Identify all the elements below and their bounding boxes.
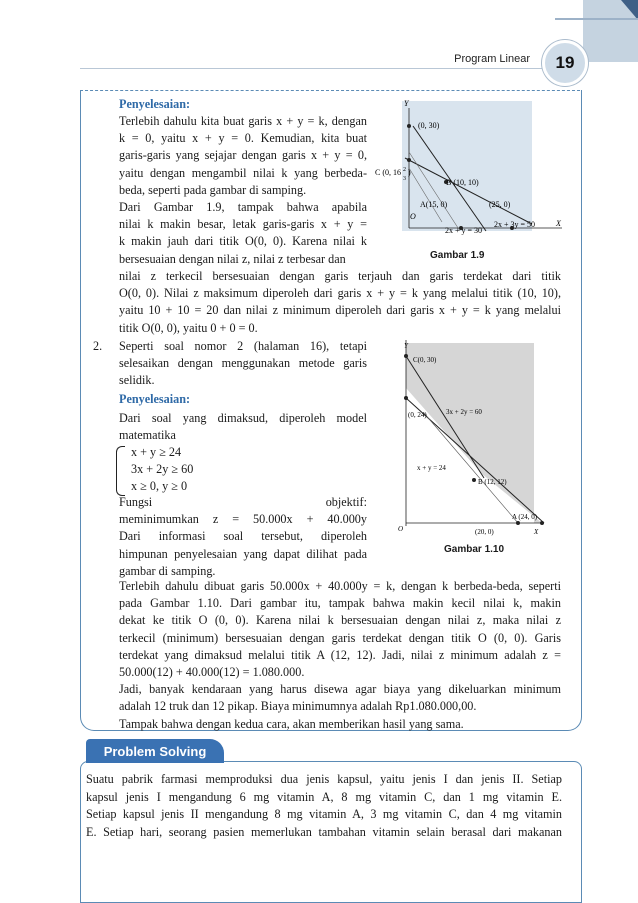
text-line: k makin jauh dari titik O(0, 0). Karena nilai k bbox=[119, 234, 367, 249]
label-B-1-10: B (12, 12) bbox=[478, 478, 507, 486]
text-line: nilai z terkecil bersesuaian dengan garis terjauh dan garis terdekat dari titik bbox=[119, 269, 561, 283]
text-line: gambar di samping. bbox=[119, 563, 216, 578]
text-line: Terlebih dahulu dibuat garis 50.000x + 40.000y = k, dengan k berbeda-beda, seperti bbox=[119, 579, 561, 593]
chapter-title: Program Linear bbox=[454, 53, 530, 65]
label-A-1-10: A (24, 0) bbox=[512, 513, 538, 521]
text-line: Dari informasi soal tersebut, diperoleh bbox=[119, 529, 367, 544]
label-line-2x-y-30: 2x + y = 30 bbox=[445, 226, 483, 235]
solution-heading-1: Penyelesaian: bbox=[119, 97, 191, 111]
inequality: x ≥ 0, y ≥ 0 bbox=[131, 479, 188, 493]
page-number: 19 bbox=[542, 40, 588, 86]
point-B-1-10 bbox=[472, 478, 476, 482]
text-line: nilai k makin besar, letak garis-garis x + y = bbox=[119, 217, 367, 232]
text-line: yaitu dengan mengambil nilai k yang berbeda- bbox=[119, 165, 367, 180]
point-0-24 bbox=[404, 396, 408, 400]
text-line: 50.000(12) + 40.000(12) = 1.080.000. bbox=[119, 665, 305, 679]
text-line: Jadi, banyak kendaraan yang harus disewa agar biaya yang dikeluarkan minimum bbox=[119, 682, 561, 697]
axis-y-label: Y bbox=[404, 99, 409, 108]
text-line: k = 0, yaitu x + y = 0. Kemudian, kita buat bbox=[119, 131, 367, 146]
text-line: Terlebih dahulu kita buat garis x + y = k, dengan bbox=[119, 114, 367, 128]
text-line: matematika bbox=[119, 428, 176, 443]
point-C-1-10 bbox=[404, 354, 408, 358]
text-line: himpunan penyelesaian yang dapat dilihat pada bbox=[119, 546, 367, 561]
inequality: 3x + 2y ≥ 60 bbox=[131, 462, 194, 476]
feasible-region bbox=[406, 343, 542, 523]
label-C-frac-den: 3 bbox=[403, 176, 406, 182]
point-C bbox=[407, 158, 411, 162]
text-line: selesaikan dengan menggunakan metode garis bbox=[119, 356, 367, 371]
figure-1-9-caption: Gambar 1.9 bbox=[430, 250, 485, 261]
label-C-close: ) bbox=[408, 168, 411, 177]
text-line: Fungsi objektif: bbox=[119, 495, 367, 509]
origin-label-1-10: O bbox=[398, 525, 404, 533]
point-0-30 bbox=[407, 124, 411, 128]
text-line: adalah 12 truk dan 12 pikap. Biaya minimumnya adalah Rp1.080.000,00. bbox=[119, 699, 477, 714]
figure-1-10 bbox=[394, 338, 580, 538]
label-C-1-10: C(0, 30) bbox=[413, 356, 437, 364]
point-20-0 bbox=[516, 521, 520, 525]
label-C: C (0, 16 bbox=[375, 168, 401, 177]
label-0-30: (0, 30) bbox=[418, 121, 440, 130]
text-line: E. Setiap hari, seorang pasien memerlukan tambahan vitamin selain berasal dari makanan bbox=[86, 824, 562, 839]
axis-x-label: X bbox=[556, 219, 561, 228]
label-B: B (10, 10) bbox=[446, 178, 479, 187]
text-line: Dari soal yang dimaksud, diperoleh model bbox=[119, 411, 367, 425]
content-frame-top bbox=[80, 90, 580, 91]
label-C-frac-num: 2 bbox=[403, 167, 406, 173]
label-0-24: (0, 24) bbox=[408, 411, 427, 419]
header-rule bbox=[80, 68, 580, 69]
text-line: kapsul jenis I mengandung 6 mg vitamin A, 8 mg vitamin C, dan 1 mg vitamin E. bbox=[86, 789, 562, 804]
text-line: terdekat yang dimaksud melalui titik A (12, 12). Jadi, nilai z minimum adalah z = bbox=[119, 647, 561, 662]
text-line: Tampak bahwa dengan kedua cara, akan memberikan hasil yang sama. bbox=[119, 716, 464, 731]
label-A: A(15, 0) bbox=[420, 200, 448, 209]
origin-label: O bbox=[410, 212, 416, 221]
label-20-0: (20, 0) bbox=[475, 528, 494, 536]
text-line: garis-garis yang sejajar dengan garis x + y = 0, bbox=[119, 148, 367, 163]
text-line: terkecil (minimum) bersesuaian dengan garis terdekat dengan titik O (0, 0). Garis bbox=[119, 630, 561, 645]
figure-1-9 bbox=[372, 96, 572, 266]
text-line: beda, seperti pada gambar di samping. bbox=[119, 182, 307, 197]
text-line: bersesuaian dengan nilai z, nilai z terbesar dan bbox=[119, 251, 346, 266]
inequality: x + y ≥ 24 bbox=[131, 445, 182, 459]
text-line: meminimumkan z = 50.000x + 40.000y bbox=[119, 512, 367, 527]
text-line: O(0, 0). Nilai z maksimum diperoleh dari garis x + y = k yang melalui titik (10, 10), bbox=[119, 286, 561, 301]
system-brace bbox=[116, 446, 125, 496]
text-line: dekat ke titik O (0, 0). Karena nilai k bersesuaian dengan nilai z, maka nilai z bbox=[119, 613, 561, 628]
label-line-x-y-24: x + y = 24 bbox=[417, 464, 446, 472]
text-line: yaitu 10 + 10 = 20 dan nilai z minimum diperoleh dari garis x + y = k yang melalui bbox=[119, 303, 561, 318]
text-line: Setiap kapsul jenis II mengandung 8 mg vitamin A, 3 mg vitamin C, dan 4 mg vitamin bbox=[86, 807, 562, 822]
label-25-0: (25, 0) bbox=[489, 200, 511, 209]
axis-y-label-1-10: Y bbox=[404, 342, 408, 350]
text-line: selidik. bbox=[119, 373, 155, 388]
problem-solving-tab: Problem Solving bbox=[86, 739, 224, 763]
text-line: titik O(0, 0), yaitu 0 + 0 = 0. bbox=[119, 320, 258, 335]
item-2-number: 2. bbox=[93, 339, 103, 353]
text-line: Dari Gambar 1.9, tampak bahwa apabila bbox=[119, 200, 367, 214]
axis-x-label-1-10: X bbox=[534, 528, 539, 536]
label-line-3x-2y-60: 3x + 2y = 60 bbox=[446, 408, 482, 416]
point-A-1-10 bbox=[540, 521, 544, 525]
text-line: pada Gambar 1.10. Dari gambar itu, tampak bahwa makin kecil nilai k, makin bbox=[119, 596, 561, 611]
label-line-2x-3y-50: 2x + 3y = 50 bbox=[494, 220, 536, 229]
text-line: Suatu pabrik farmasi memproduksi dua jenis kapsul, yaitu jenis I dan jenis II. Setiap bbox=[86, 772, 562, 786]
figure-1-10-caption: Gambar 1.10 bbox=[444, 544, 505, 555]
solution-heading-2: Penyelesaian: bbox=[119, 392, 191, 406]
text-line: Seperti soal nomor 2 (halaman 16), tetapi bbox=[119, 339, 367, 353]
